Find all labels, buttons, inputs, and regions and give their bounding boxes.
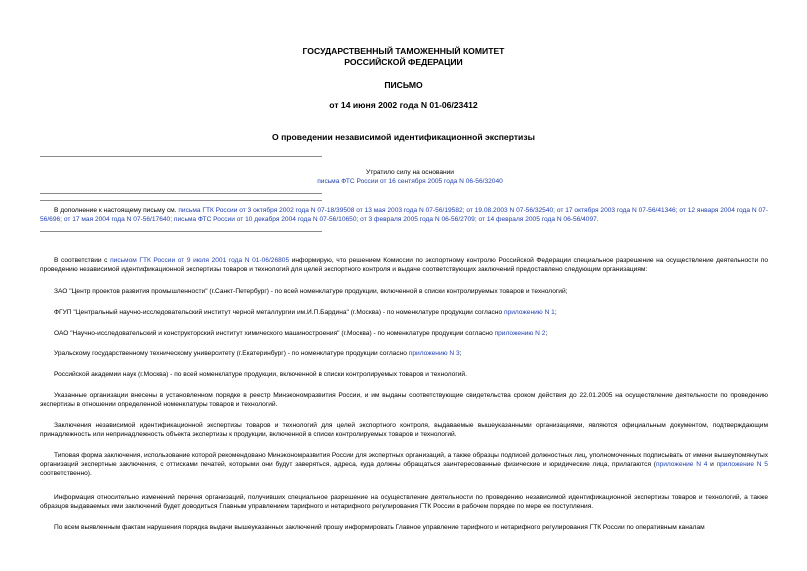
- appendix-3-link[interactable]: приложению N 3: [408, 350, 460, 357]
- status-link[interactable]: письма ФТС России от 16 сентября 2005 года N 06-56/32040: [317, 178, 503, 185]
- paragraph-conclusions: Заключения независимой идентификационной экспертизы товаров и технологий для целей экспортного контроля, выдаваемые вышеуказанными организациями, являются официальным документом, подтверждающим принадлежность или непринадлежность объекта экспертизы к продукции, включенной в списки контролируемых товаров и технологий.: [40, 422, 768, 439]
- divider: [40, 193, 322, 194]
- paragraph-info: Информация относительно изменений перечня организаций, получивших специальное разрешение на осуществление деятельности по проведению независимой идентификационной экспертизы товаров и технологий, а также образцов выдаваемых ими заключений будет доводиться Главным управлением тарифного и нетарифного регулирования ГТК России в рабочем порядке по мере ее поступления.: [40, 494, 768, 511]
- appendix-2-link[interactable]: приложению N 2: [494, 330, 546, 337]
- org-item-1: ЗАО "Центр проектов развития промышленности" (г.Санкт-Петербург) - по всей номенклатуре продукции, включенной в списки контролируемых товаров и технологий;: [54, 288, 568, 295]
- org-item-3: ОАО "Научно-исследовательский и конструкторский институт химического машиностроения" (г.Москва) - по номенклатуре продукции согласно приложению N 2;: [54, 330, 548, 337]
- paragraph-last: По всем выявленным фактам нарушения порядка выдачи вышеуказанных заключений прошу информировать Главное управление тарифного и нетарифного регулирования ГТК России по оперативным каналам: [54, 524, 705, 531]
- appendix-1-link[interactable]: приложению N 1: [503, 309, 555, 316]
- doc-date-number: от 14 июня 2002 года N 01-06/23412: [329, 100, 478, 110]
- appendix-5-link[interactable]: приложение N 5: [716, 461, 768, 469]
- letter-link[interactable]: письмом ГТК России от 9 июля 2001 года N 01-06/26805: [110, 257, 290, 264]
- org-item-4: Уральскому государственному техническому университету (г.Екатеринбург) - по номенклатуре продукции согласно приложению N 3;: [54, 350, 462, 357]
- amendment-links[interactable]: письма ГТК России от 3 октября 2002 года N 07-18/39508 от 13 мая 2003 года N 07-56/19582; от 19.08.2003 N 07-56/32540; от 17 октября 2003 года N 07-56/41346; от 12 января 2004 года N 07-56/696; от 17 мая 2004 года N 07-56/17640; письма ФТС России от 10 декабря 2004 года N 07-56/10650; от 3 февраля 2005 года N 06-56/2709; от 14 февраля 2005 года N 06-56/4097.: [40, 207, 768, 224]
- divider: [40, 231, 322, 232]
- paragraph-form: Типовая форма заключения, использование которой рекомендовано Минэкономразвития России для экспертных организаций, а также образцы подписей должностных лиц, уполномоченных подписывать от имени вышеупомянутых организаций экспертные заключения, с оттисками печатей, которыми они будут заверяться, адреса, куда должны обращаться заинтересованные физические и юридические лица, прилагаются (приложение N 4 и приложение N 5 соответственно).: [40, 452, 768, 478]
- org-title-line2: РОССИЙСКОЙ ФЕДЕРАЦИИ: [344, 57, 463, 67]
- org-title-line1: ГОСУДАРСТВЕННЫЙ ТАМОЖЕННЫЙ КОМИТЕТ: [302, 46, 505, 56]
- paragraph-registry: Указанные организации внесены в установленном порядке в реестр Минэкономразвития России, и им выданы соответствующие свидетельства сроком действия до 22.01.2005 на осуществление деятельности по проведению экспертизы в отношении определенной номенклатуры товаров и технологий.: [40, 392, 768, 409]
- amendment-note: В дополнение к настоящему письму см. письма ГТК России от 3 октября 2002 года N 07-18/39508 от 13 мая 2003 года N 07-56/19582; от 19.08.2003 N 07-56/32540; от 17 октября 2003 года N 07-56/41346; от 12 января 2004 года N 07-56/696; от 17 мая 2004 года N 07-56/17640; письма ФТС России от 10 декабря 2004 года N 07-56/10650; от 3 февраля 2005 года N 06-56/2709; от 14 февраля 2005 года N 06-56/4097.: [40, 207, 768, 224]
- doc-subject: О проведении независимой идентификационной экспертизы: [272, 132, 535, 142]
- status-line: Утратило силу на основании: [366, 169, 454, 176]
- paragraph-intro: В соответствии с письмом ГТК России от 9 июля 2001 года N 01-06/26805 информирую, что решением Комиссии по экспортному контролю Российской Федерации специальное разрешение на осуществление деятельности по проведению независимой идентификационной экспертизы товаров и технологий для целей экспортного контроля и выдаче соответствующих заключений предоставлено следующим организациям:: [40, 257, 769, 274]
- status-note: [200, 168, 620, 186]
- org-item-2: ФГУП "Центральный научно-исследовательский институт черной металлургии им.И.П.Бардина" (г.Москва) - по номенклатуре продукции согласно приложению N 1;: [54, 309, 557, 316]
- divider: [40, 200, 322, 201]
- org-item-5: Российской академии наук (г.Москва) - по всей номенклатуре продукции, включенной в списки контролируемых товаров и технологий.: [54, 371, 467, 378]
- divider: [40, 156, 322, 157]
- appendix-4-link[interactable]: приложение N 4: [655, 461, 708, 469]
- doc-type: ПИСЬМО: [384, 80, 423, 90]
